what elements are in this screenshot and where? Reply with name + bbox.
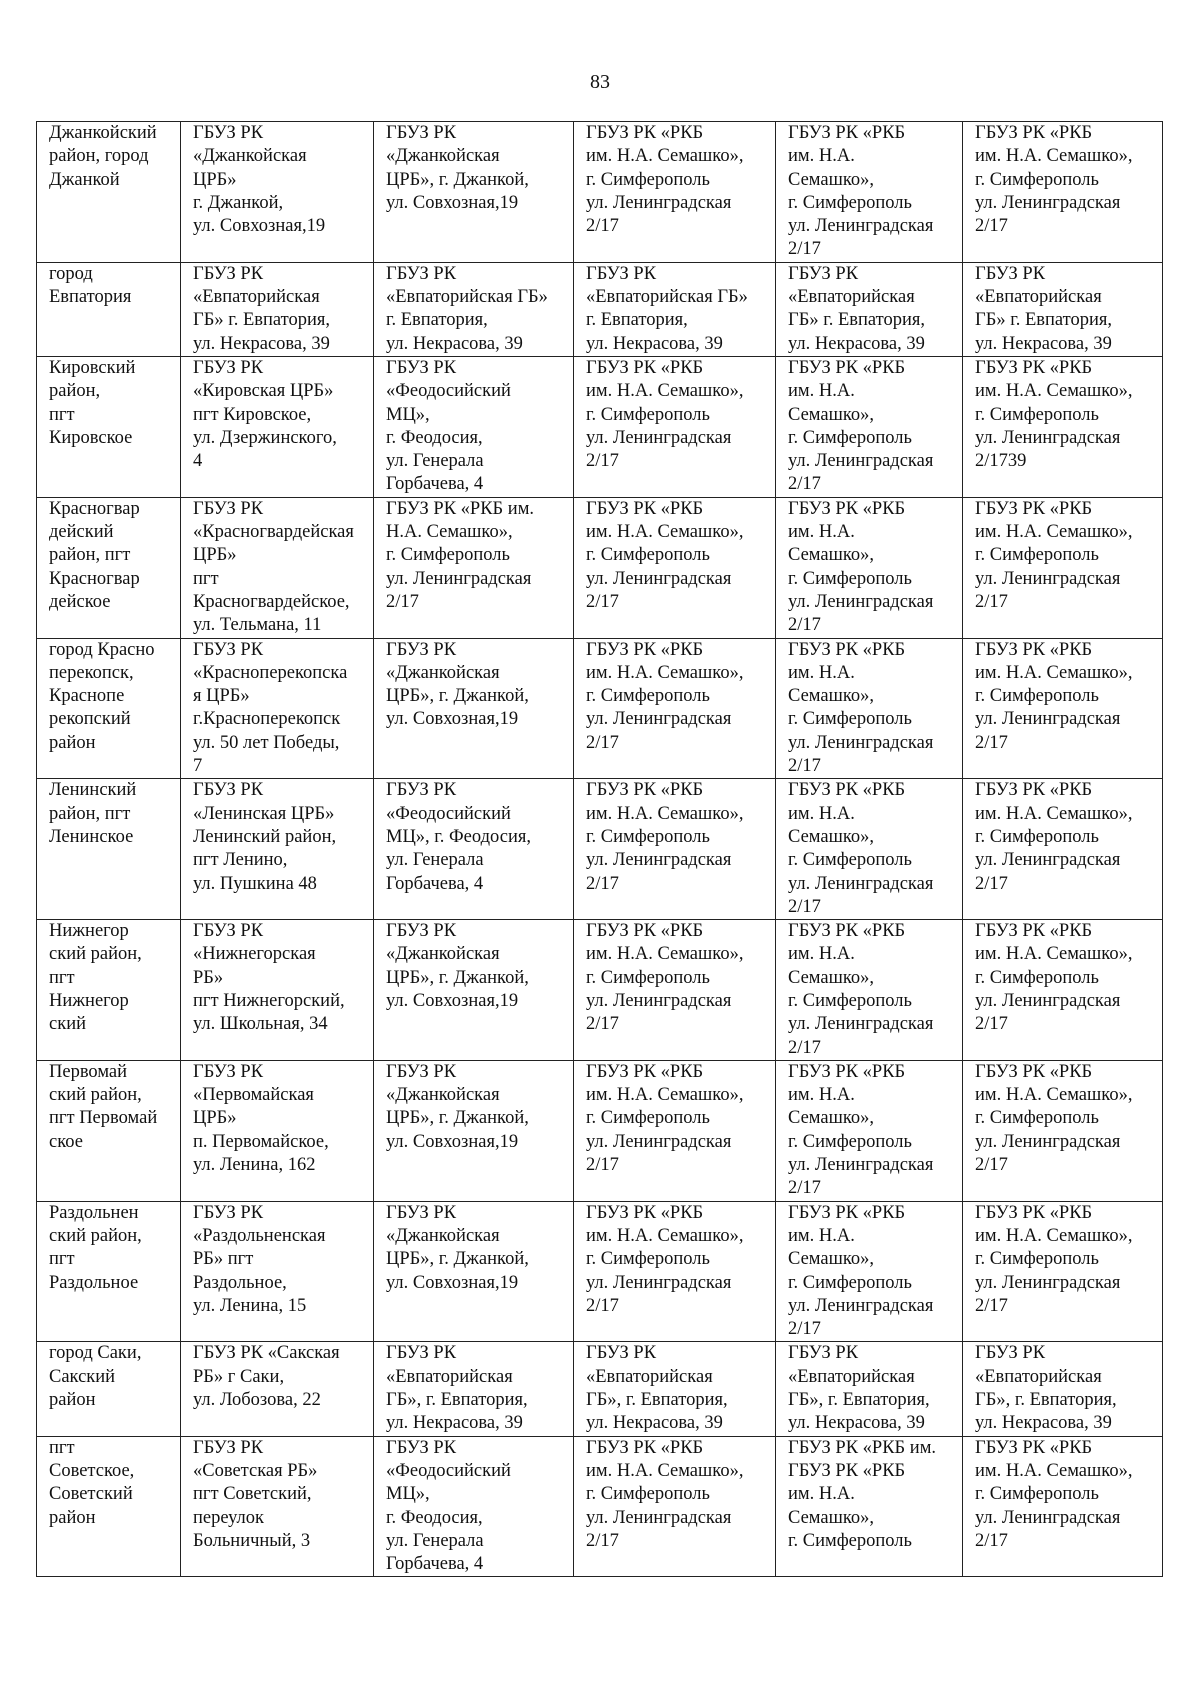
hospital-cell: ГБУЗ РК «РКБ им. Н.А. Семашко», г. Симферополь ул. Ленинградская 2/17 — [374, 497, 574, 638]
hospital-cell: ГБУЗ РК «РКБ им. Н.А. Семашко», г. Симферополь ул. Ленинградская 2/1739 — [963, 356, 1163, 497]
hospital-cell: ГБУЗ РК «РКБ им. Н.А. Семашко», г. Симферополь ул. Ленинградская 2/17 — [776, 497, 963, 638]
hospital-cell: ГБУЗ РК «РКБ им. Н.А. Семашко», г. Симферополь ул. Ленинградская 2/17 — [776, 1201, 963, 1342]
hospital-routing-table — [36, 121, 1163, 1577]
hospital-cell: ГБУЗ РК «РКБ им. Н.А. Семашко», г. Симферополь ул. Ленинградская 2/17 — [776, 1060, 963, 1201]
district-cell: Нижнегор ский район, пгт Нижнегор ский — [37, 920, 181, 1061]
hospital-cell: ГБУЗ РК «Евпаторийская ГБ», г. Евпатория, ул. Некрасова, 39 — [574, 1342, 776, 1436]
district-cell: Джанкойский район, город Джанкой — [37, 122, 181, 263]
hospital-cell: ГБУЗ РК «Джанкойская ЦРБ», г. Джанкой, ул. Совхозная,19 — [374, 638, 574, 779]
district-cell: пгт Советское, Советский район — [37, 1436, 181, 1577]
table-row — [37, 1060, 1163, 1201]
hospital-cell: ГБУЗ РК «Джанкойская ЦРБ», г. Джанкой, ул. Совхозная,19 — [374, 122, 574, 263]
hospital-cell: ГБУЗ РК «Джанкойская ЦРБ», г. Джанкой, ул. Совхозная,19 — [374, 1060, 574, 1201]
hospital-cell: ГБУЗ РК «Евпаторийская ГБ» г. Евпатория, ул. Некрасова, 39 — [776, 262, 963, 356]
district-cell: Ленинский район, пгт Ленинское — [37, 779, 181, 920]
hospital-cell: ГБУЗ РК «РКБ им. Н.А. Семашко», г. Симферополь ул. Ленинградская 2/17 — [963, 122, 1163, 263]
hospital-cell: ГБУЗ РК «РКБ им. Н.А. Семашко», г. Симферополь ул. Ленинградская 2/17 — [574, 1436, 776, 1577]
hospital-cell: ГБУЗ РК «РКБ им. ГБУЗ РК «РКБ им. Н.А. Семашко», г. Симферополь — [776, 1436, 963, 1577]
hospital-cell: ГБУЗ РК «Джанкойская ЦРБ», г. Джанкой, ул. Совхозная,19 — [374, 920, 574, 1061]
hospital-cell: ГБУЗ РК «РКБ им. Н.А. Семашко», г. Симферополь ул. Ленинградская 2/17 — [776, 122, 963, 263]
hospital-cell: ГБУЗ РК «Красногвардейская ЦРБ» пгт Красногвардейское, ул. Тельмана, 11 — [181, 497, 374, 638]
district-cell: город Саки, Сакский район — [37, 1342, 181, 1436]
hospital-cell: ГБУЗ РК «Евпаторийская ГБ» г. Евпатория, ул. Некрасова, 39 — [963, 262, 1163, 356]
hospital-cell: ГБУЗ РК «Ленинская ЦРБ» Ленинский район, пгт Ленино, ул. Пушкина 48 — [181, 779, 374, 920]
hospital-cell: ГБУЗ РК «Евпаторийская ГБ», г. Евпатория, ул. Некрасова, 39 — [776, 1342, 963, 1436]
hospital-cell: ГБУЗ РК «Феодосийский МЦ», г. Феодосия, ул. Генерала Горбачева, 4 — [374, 779, 574, 920]
hospital-cell: ГБУЗ РК «Джанкойская ЦРБ», г. Джанкой, ул. Совхозная,19 — [374, 1201, 574, 1342]
hospital-cell: ГБУЗ РК «РКБ им. Н.А. Семашко», г. Симферополь ул. Ленинградская 2/17 — [574, 638, 776, 779]
hospital-cell: ГБУЗ РК «Советская РБ» пгт Советский, переулок Больничный, 3 — [181, 1436, 374, 1577]
table-row — [37, 1201, 1163, 1342]
hospital-cell: ГБУЗ РК «РКБ им. Н.А. Семашко», г. Симферополь ул. Ленинградская 2/17 — [776, 638, 963, 779]
hospital-cell: ГБУЗ РК «РКБ им. Н.А. Семашко», г. Симферополь ул. Ленинградская 2/17 — [574, 1201, 776, 1342]
hospital-cell: ГБУЗ РК «Кировская ЦРБ» пгт Кировское, ул. Дзержинского, 4 — [181, 356, 374, 497]
hospital-cell: ГБУЗ РК «РКБ им. Н.А. Семашко», г. Симферополь ул. Ленинградская 2/17 — [963, 1201, 1163, 1342]
table-body — [37, 122, 1163, 1577]
table-row — [37, 1342, 1163, 1436]
hospital-cell: ГБУЗ РК «РКБ им. Н.А. Семашко», г. Симферополь ул. Ленинградская 2/17 — [963, 638, 1163, 779]
table-row — [37, 356, 1163, 497]
hospital-cell: ГБУЗ РК «РКБ им. Н.А. Семашко», г. Симферополь ул. Ленинградская 2/17 — [963, 1436, 1163, 1577]
table-row — [37, 1436, 1163, 1577]
hospital-cell: ГБУЗ РК «РКБ им. Н.А. Семашко», г. Симферополь ул. Ленинградская 2/17 — [963, 920, 1163, 1061]
district-cell: Кировский район, пгт Кировское — [37, 356, 181, 497]
table-row — [37, 779, 1163, 920]
table-row — [37, 920, 1163, 1061]
hospital-cell: ГБУЗ РК «РКБ им. Н.А. Семашко», г. Симферополь ул. Ленинградская 2/17 — [574, 1060, 776, 1201]
hospital-cell: ГБУЗ РК «Красноперекопска я ЦРБ» г.Красноперекопск ул. 50 лет Победы, 7 — [181, 638, 374, 779]
table-row — [37, 497, 1163, 638]
hospital-cell: ГБУЗ РК «РКБ им. Н.А. Семашко», г. Симферополь ул. Ленинградская 2/17 — [776, 920, 963, 1061]
district-cell: город Красно перекопск, Краснопе рекопский район — [37, 638, 181, 779]
table-row — [37, 262, 1163, 356]
hospital-cell: ГБУЗ РК «Евпаторийская ГБ» г. Евпатория, ул. Некрасова, 39 — [181, 262, 374, 356]
hospital-cell: ГБУЗ РК «Джанкойская ЦРБ» г. Джанкой, ул. Совхозная,19 — [181, 122, 374, 263]
hospital-cell: ГБУЗ РК «Евпаторийская ГБ», г. Евпатория, ул. Некрасова, 39 — [963, 1342, 1163, 1436]
district-cell: Первомай ский район, пгт Первомай ское — [37, 1060, 181, 1201]
table-row — [37, 638, 1163, 779]
hospital-cell: ГБУЗ РК «Феодосийский МЦ», г. Феодосия, ул. Генерала Горбачева, 4 — [374, 356, 574, 497]
hospital-cell: ГБУЗ РК «Нижнегорская РБ» пгт Нижнегорский, ул. Школьная, 34 — [181, 920, 374, 1061]
hospital-cell: ГБУЗ РК «Евпаторийская ГБ», г. Евпатория, ул. Некрасова, 39 — [374, 1342, 574, 1436]
hospital-cell: ГБУЗ РК «Раздольненская РБ» пгт Раздольное, ул. Ленина, 15 — [181, 1201, 374, 1342]
hospital-cell: ГБУЗ РК «Феодосийский МЦ», г. Феодосия, ул. Генерала Горбачева, 4 — [374, 1436, 574, 1577]
hospital-cell: ГБУЗ РК «РКБ им. Н.А. Семашко», г. Симферополь ул. Ленинградская 2/17 — [574, 779, 776, 920]
page-number: 83 — [590, 71, 610, 93]
hospital-cell: ГБУЗ РК «РКБ им. Н.А. Семашко», г. Симферополь ул. Ленинградская 2/17 — [776, 356, 963, 497]
hospital-cell: ГБУЗ РК «РКБ им. Н.А. Семашко», г. Симферополь ул. Ленинградская 2/17 — [574, 356, 776, 497]
hospital-cell: ГБУЗ РК «Первомайская ЦРБ» п. Первомайское, ул. Ленина, 162 — [181, 1060, 374, 1201]
hospital-cell: ГБУЗ РК «РКБ им. Н.А. Семашко», г. Симферополь ул. Ленинградская 2/17 — [963, 1060, 1163, 1201]
hospital-cell: ГБУЗ РК «РКБ им. Н.А. Семашко», г. Симферополь ул. Ленинградская 2/17 — [776, 779, 963, 920]
hospital-cell: ГБУЗ РК «Евпаторийская ГБ» г. Евпатория, ул. Некрасова, 39 — [574, 262, 776, 356]
district-cell: Красногвар дейский район, пгт Красногвар дейское — [37, 497, 181, 638]
hospital-cell: ГБУЗ РК «Сакская РБ» г Саки, ул. Лобозова, 22 — [181, 1342, 374, 1436]
hospital-cell: ГБУЗ РК «Евпаторийская ГБ» г. Евпатория, ул. Некрасова, 39 — [374, 262, 574, 356]
district-cell: город Евпатория — [37, 262, 181, 356]
hospital-cell: ГБУЗ РК «РКБ им. Н.А. Семашко», г. Симферополь ул. Ленинградская 2/17 — [574, 497, 776, 638]
hospital-cell: ГБУЗ РК «РКБ им. Н.А. Семашко», г. Симферополь ул. Ленинградская 2/17 — [963, 497, 1163, 638]
hospital-cell: ГБУЗ РК «РКБ им. Н.А. Семашко», г. Симферополь ул. Ленинградская 2/17 — [963, 779, 1163, 920]
table-row — [37, 122, 1163, 263]
district-cell: Раздольнен ский район, пгт Раздольное — [37, 1201, 181, 1342]
hospital-cell: ГБУЗ РК «РКБ им. Н.А. Семашко», г. Симферополь ул. Ленинградская 2/17 — [574, 920, 776, 1061]
hospital-cell: ГБУЗ РК «РКБ им. Н.А. Семашко», г. Симферополь ул. Ленинградская 2/17 — [574, 122, 776, 263]
